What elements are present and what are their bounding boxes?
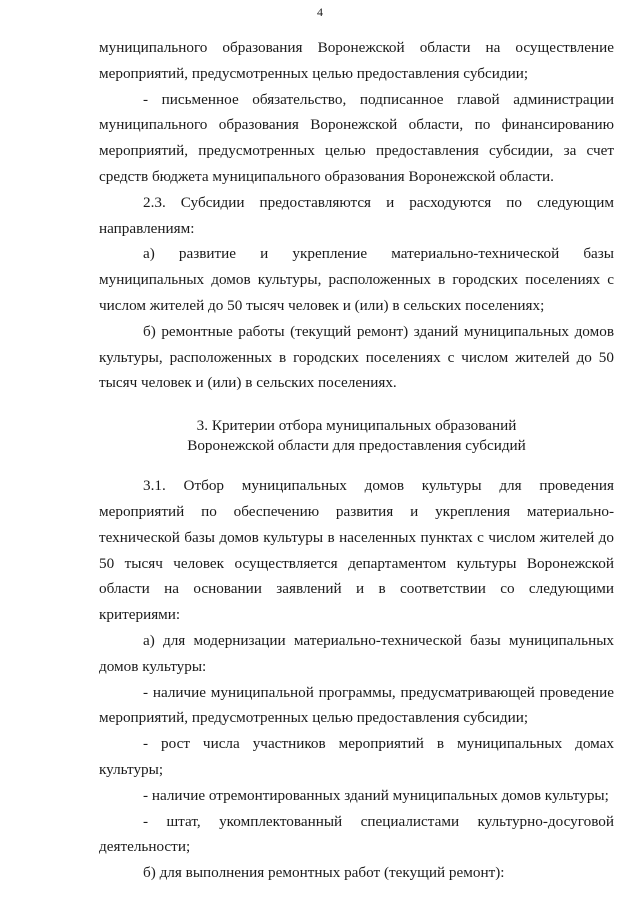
section-heading-line: 3. Критерии отбора муниципальных образований bbox=[196, 417, 517, 435]
paragraph: - письменное обязательство, подписанное главой администрации муниципального образования Воронежской области, по финансированию мероприятий, предусмотренных целью предоставления субсидии, за счет средств бюджета муниципального образования Воронежской области. bbox=[99, 90, 614, 185]
paragraph: - наличие муниципальной программы, предусматривающей проведение мероприятий, предусмотренных целью предоставления субсидии; bbox=[99, 683, 614, 727]
paragraph: б) для выполнения ремонтных работ (текущий ремонт): bbox=[143, 864, 505, 882]
page-content bbox=[99, 35, 614, 886]
paragraph: 2.3. Субсидии предоставляются и расходуются по следующим направлениям: bbox=[99, 193, 614, 237]
paragraph: а) для модернизации материально-технической базы муниципальных домов культуры: bbox=[99, 631, 614, 675]
paragraph: - наличие отремонтированных зданий муниципальных домов культуры; bbox=[143, 786, 609, 804]
paragraph: б) ремонтные работы (текущий ремонт) зданий муниципальных домов культуры, расположенных в городских поселениях с числом жителей до 50 тысяч человек и (или) в сельских поселениях. bbox=[99, 322, 614, 392]
paragraph: 3.1. Отбор муниципальных домов культуры для проведения мероприятий по обеспечению развития и укрепления материально-технической базы домов культуры в населенных пунктах с числом жителей до 50 тысяч человек осуществляется департаментом культуры Воронежской области на основании заявлений и в соответствии со следующими критериями: bbox=[99, 477, 614, 624]
section-heading bbox=[99, 416, 614, 456]
paragraph: - штат, укомплектованный специалистами культурно-досуговой деятельности; bbox=[99, 812, 614, 856]
paragraph: муниципального образования Воронежской области на осуществление мероприятий, предусмотренных целью предоставления субсидии; bbox=[99, 39, 614, 82]
paragraph: - рост числа участников мероприятий в муниципальных домах культуры; bbox=[99, 735, 614, 778]
paragraph: а) развитие и укрепление материально-технической базы муниципальных домов культуры, расположенных в городских поселениях с числом жителей до 50 тысяч человек и (или) в сельских поселениях; bbox=[99, 245, 614, 314]
page-number: 4 bbox=[317, 5, 323, 19]
section-heading-line: Воронежской области для предоставления субсидий bbox=[187, 437, 526, 455]
